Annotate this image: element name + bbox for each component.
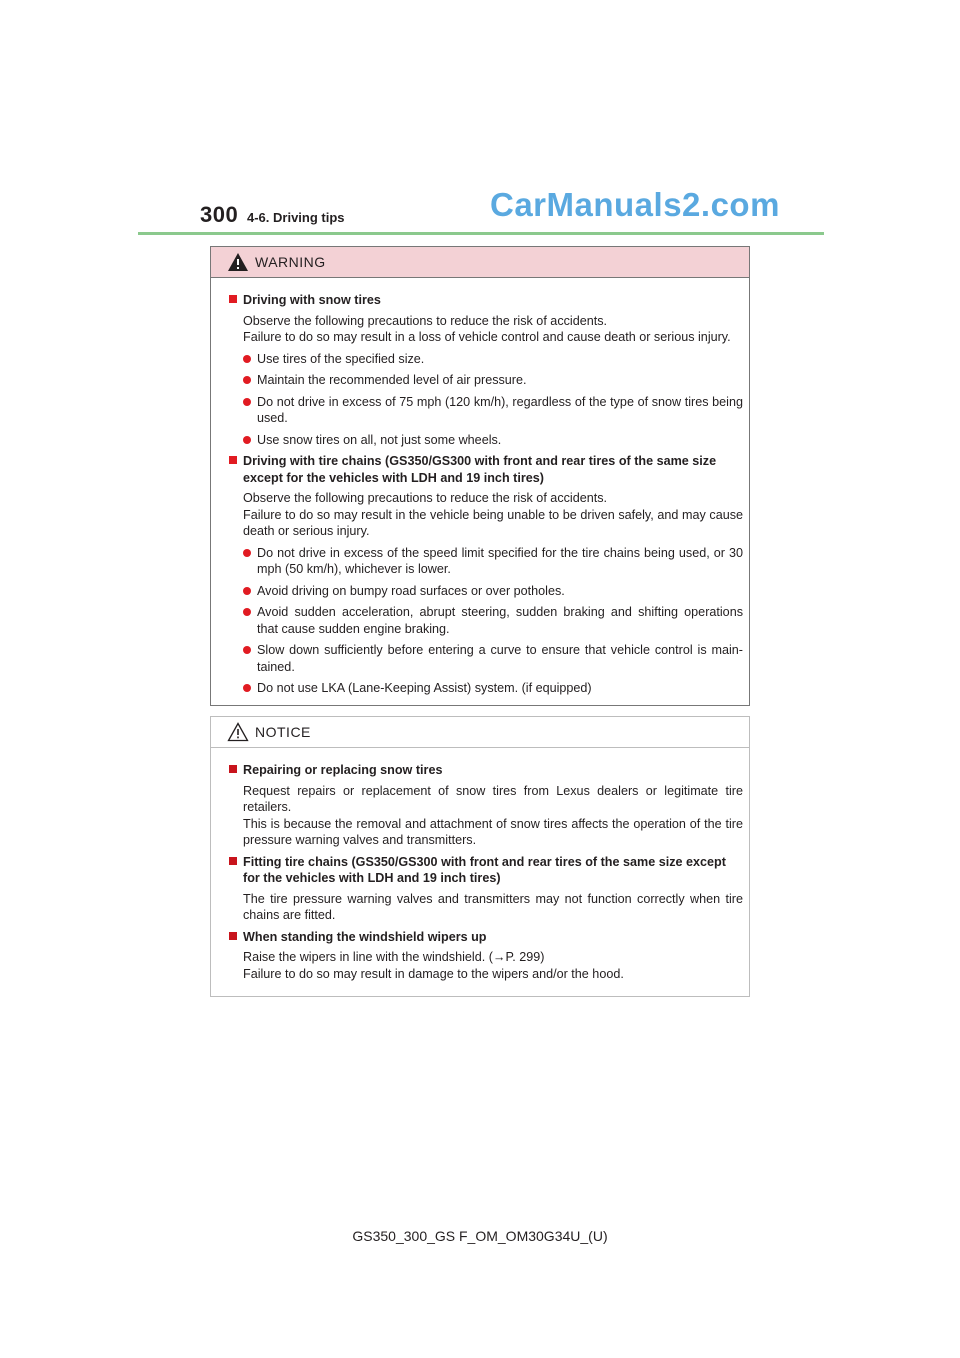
bullet-dot-icon [243,549,251,557]
list-item: Do not drive in excess of the speed limit specified for the tire chains being used, or 30 mph (50 km/h), whichever is lower. [229,545,743,578]
bullet-dot-icon [243,646,251,654]
red-square-icon [229,857,237,865]
section-heading: Driving with snow tires [229,292,743,309]
watermark-text: CarManuals2.com [490,186,780,223]
red-square-icon [229,456,237,464]
header-rule [138,232,824,235]
section-heading: Driving with tire chains (GS350/GS300 with front and rear tires of the same size except for the vehicles with LDH and 19 inch tires) [229,453,743,486]
bullet-dot-icon [243,684,251,692]
bullet-dot-icon [243,376,251,384]
bullet-dot-icon [243,608,251,616]
page-header [138,186,824,236]
section-heading: When standing the windshield wipers up [229,929,743,946]
red-square-icon [229,765,237,773]
warning-box [210,246,750,706]
section-title: 4-6. Driving tips [247,210,345,225]
list-item: Avoid sudden acceleration, abrupt steering, sudden braking and shifting operations that cause sudden engine braking. [229,604,743,637]
caution-triangle-icon [227,722,249,742]
warning-body [211,278,749,697]
paragraph: Raise the wipers in line with the windshield. (→P. 299) [243,950,545,964]
paragraph: Observe the following precautions to reduce the risk of accidents. [243,313,608,328]
paragraph: Observe the following precautions to reduce the risk of accidents. [243,491,608,505]
paragraph: Failure to do so may result in damage to the wipers and/or the hood. [243,966,624,981]
list-item: Use tires of the specified size. [229,351,743,368]
bullet-dot-icon [243,436,251,444]
red-square-icon [229,295,237,303]
list-item: Avoid driving on bumpy road surfaces or over potholes. [229,583,743,600]
warning-triangle-icon [227,252,249,272]
section-heading: Fitting tire chains (GS350/GS300 with front and rear tires of the same size except for the vehicles with LDH and 19 inch tires) [229,854,743,887]
warning-header [211,247,749,278]
paragraph: Failure to do so may result in the vehicle being unable to be driven safely, and may cause death or serious injury. [243,507,743,538]
warning-title: WARNING [255,254,326,270]
paragraph: This is because the removal and attachment of snow tires affects the operation of the tire pressure warning valves and transmitters. [243,816,743,847]
list-item: Slow down sufficiently before entering a curve to ensure that vehicle control is main-tained. [229,642,743,675]
list-item: Use snow tires on all, not just some wheels. [229,432,743,449]
notice-title: NOTICE [255,724,311,740]
bullet-dot-icon [243,398,251,406]
footer-code: GS350_300_GS F_OM_OM30G34U_(U) [352,1228,608,1244]
paragraph: Request repairs or replacement of snow tires from Lexus dealers or legitimate tire retailers. [243,783,743,814]
section-heading: Repairing or replacing snow tires [229,762,743,779]
list-item: Maintain the recommended level of air pressure. [229,372,743,389]
notice-header [211,717,749,748]
list-item: Do not use LKA (Lane-Keeping Assist) system. (if equipped) [229,680,743,697]
paragraph: Failure to do so may result in a loss of vehicle control and cause death or serious injury. [243,330,731,344]
page-number: 300 [200,202,239,227]
notice-body [211,748,749,982]
bullet-dot-icon [243,355,251,363]
red-square-icon [229,932,237,940]
bullet-dot-icon [243,587,251,595]
list-item: Do not drive in excess of 75 mph (120 km/h), regardless of the type of snow tires being used. [229,394,743,427]
paragraph: The tire pressure warning valves and transmitters may not function correctly when tire chains are fitted. [243,891,743,922]
notice-box [210,716,750,997]
